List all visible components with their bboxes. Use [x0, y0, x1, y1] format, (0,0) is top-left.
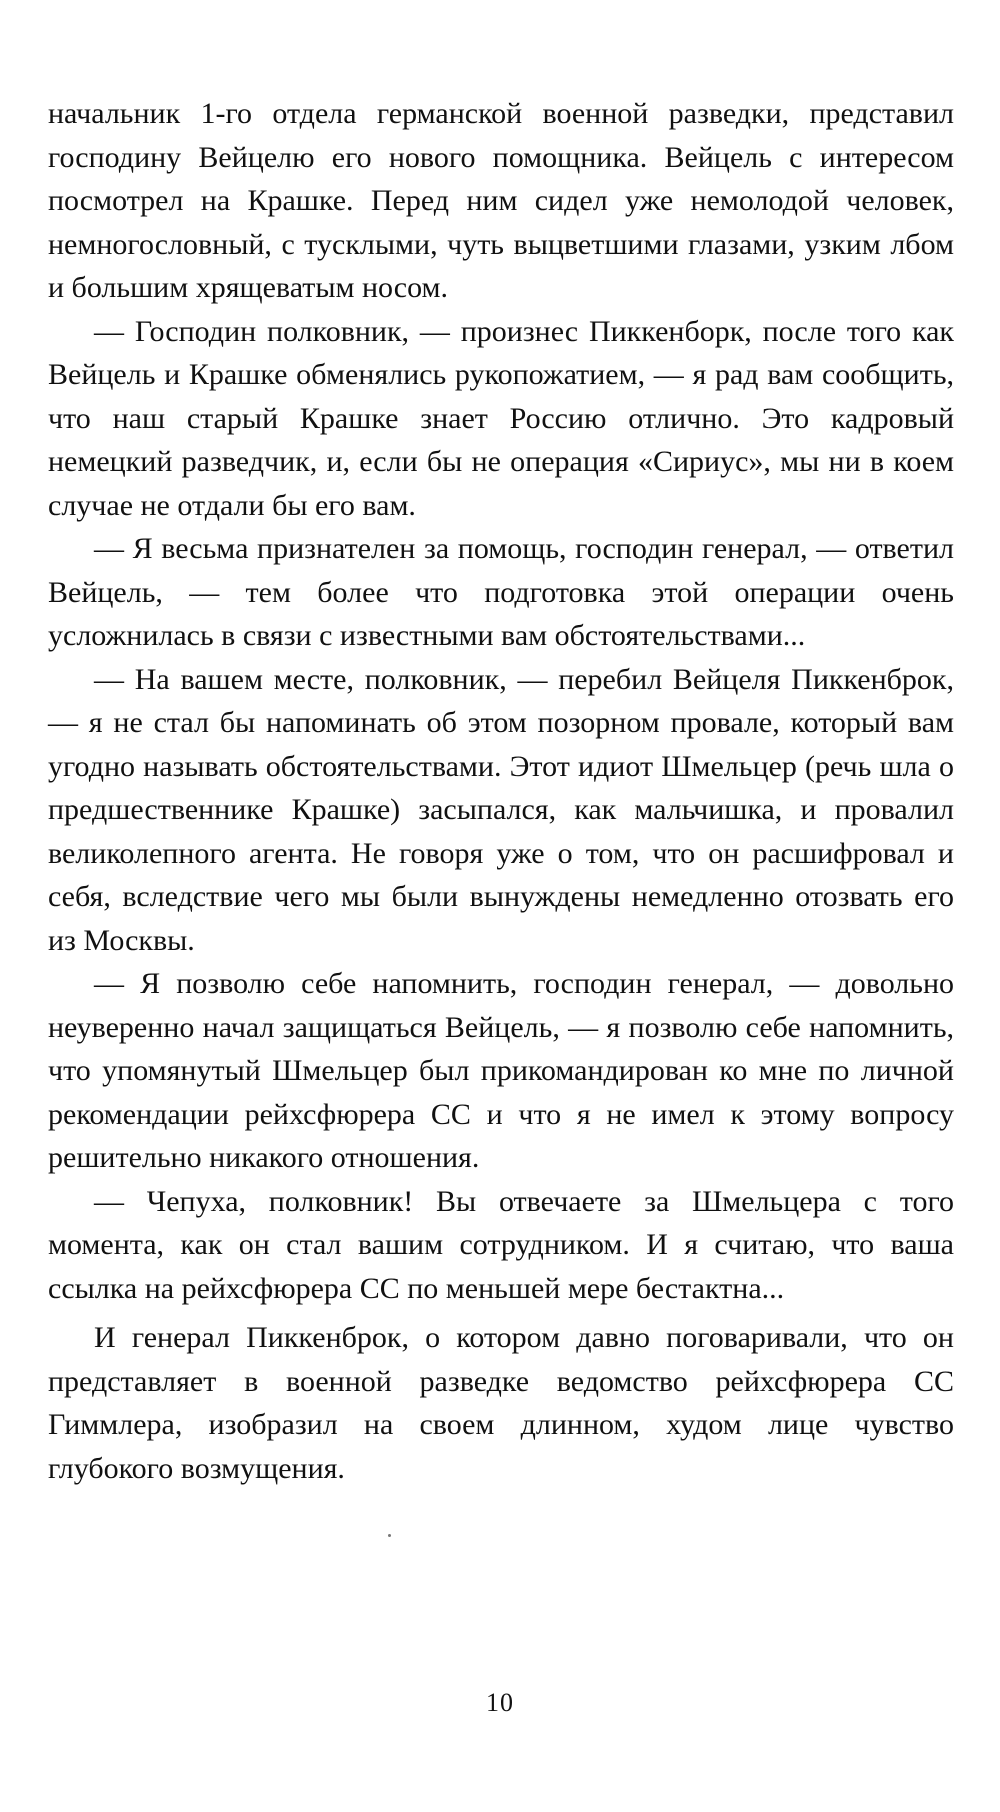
paragraph-7: И генерал Пиккенброк, о котором давно поговаривали, что он представляет в военной разведке ведомство рейхсфюрера СС Гиммлера, изобразил на своем длинном, худом лице чувство глубокого возмущения.: [48, 1321, 954, 1485]
paragraph-2: — Господин полковник, — произнес Пиккенборк, после того как Вейцель и Крашке обменялись рукопожатием, — я рад вам сообщить, что наш старый Крашке знает Россию отлично. Это кадровый немецкий разведчик, и, если бы не операция «Сириус», мы ни в коем случае не отдали бы его вам.: [48, 314, 954, 522]
page-text: [48, 92, 954, 1490]
paragraph-5: — Я позволю себе напомнить, господин генерал, — довольно неуверенно начал защищаться Вейцель, — я позволю себе напомнить, что упомянутый Шмельцер был прикомандирован ко мне по личной рекомендации рейхсфюрера СС и что я не имел к этому вопросу решительно никакого отношения.: [48, 967, 954, 1174]
paragraph-1: начальник 1-го отдела германской военной разведки, представил господину Вейцелю его нового помощника. Вейцель с интересом посмотрел на Крашке. Перед ним сидел уже немолодой человек, немногословный, с тусклыми, чуть выцветшими глазами, узким лбом и большим хрящеватым носом.: [48, 97, 954, 304]
paragraph-3: — Я весьма признателен за помощь, господин генерал, — ответил Вейцель, — тем более что подготовка этой операции очень усложнилась в связи с известными вам обстоятельствами...: [48, 532, 954, 652]
paragraph-4: — На вашем месте, полковник, — перебил Вейцеля Пиккенброк, — я не стал бы напоминать об этом позорном провале, который вам угодно называть обстоятельствами. Этот идиот Шмельцер (речь шла о предшественнике Крашке) засыпался, как мальчишка, и провалил великолепного агента. Не говоря уже о том, что он расшифровал и себя, вследствие чего мы были вынуждены немедленно отозвать его из Москвы.: [48, 662, 954, 957]
paragraph-6: — Чепуха, полковник! Вы отвечаете за Шмельцера с того момента, как он стал вашим сотрудником. И я считаю, что ваша ссылка на рейхсфюрера СС по меньшей мере бестактна...: [48, 1184, 954, 1305]
page-number: 10: [486, 1688, 514, 1717]
print-speck: [388, 1534, 391, 1537]
